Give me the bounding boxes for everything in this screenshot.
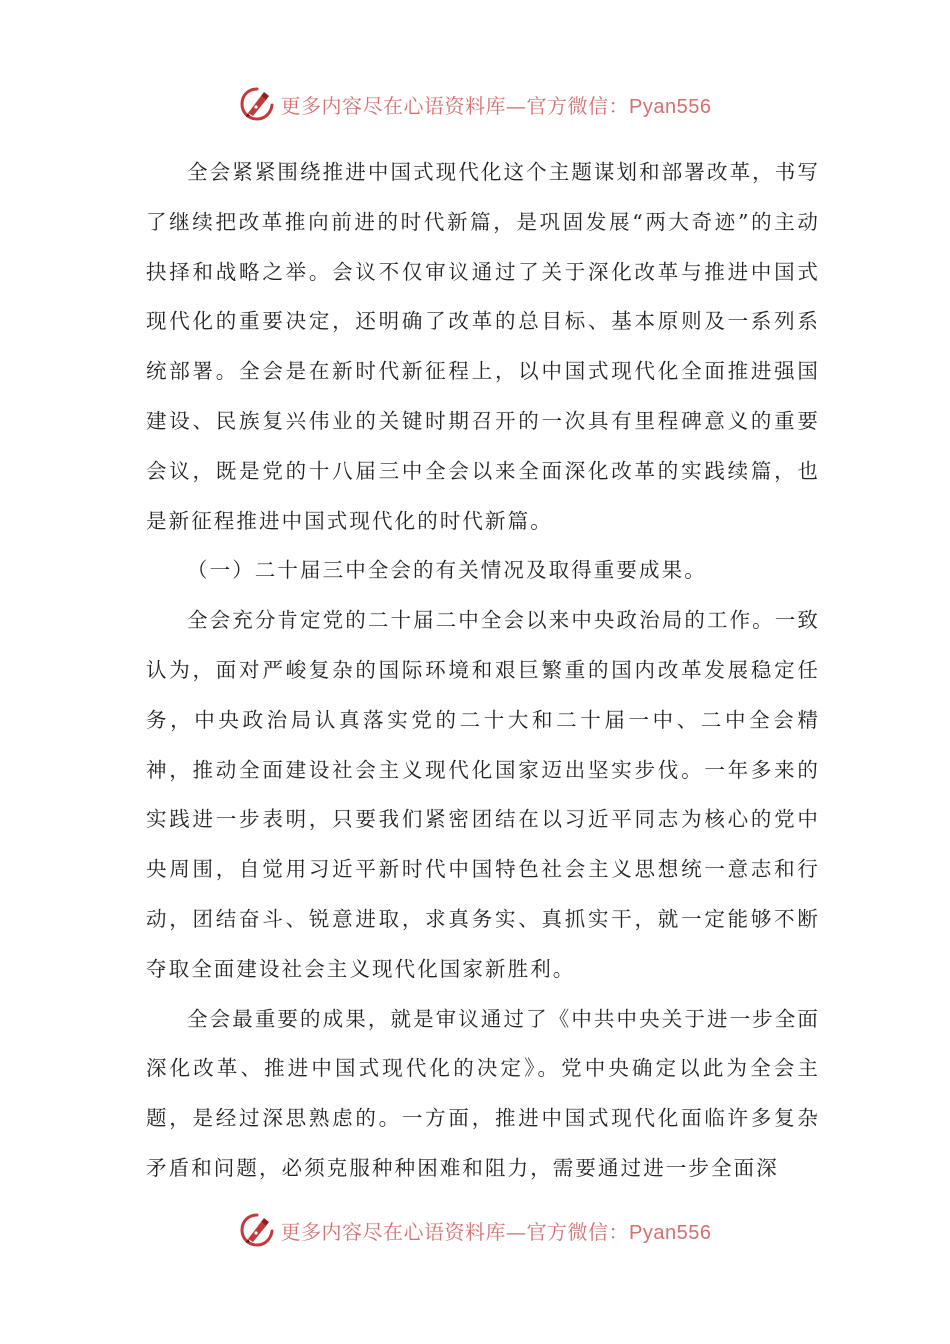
banner-text: 更多内容尽在心语资料库—官方微信：Pyan556 bbox=[280, 1219, 712, 1244]
paragraph: 全会充分肯定党的二十届二中全会以来中央政治局的工作。一致认为，面对严峻复杂的国际环境和艰巨繁重的国内改革发展稳定任务，中央政治局认真落实党的二十大和二十届一中、二中全会精神，推动全面建设社会主义现代化国家迈出坚实步伐。一年多来的实践进一步表明，只要我们紧密团结在以习近平同志为核心的党中央周围，自觉用习近平新时代中国特色社会主义思想统一意志和行动，团结奋斗、锐意进取，求真务实、真抓实干，就一定能够不断夺取全面建设社会主义现代化国家新胜利。 bbox=[146, 608, 820, 981]
section-heading: （一）二十届三中全会的有关情况及取得重要成果。 bbox=[187, 558, 707, 583]
document-body bbox=[146, 148, 820, 1194]
pen-logo-icon bbox=[239, 86, 275, 122]
paragraph: 全会最重要的成果，就是审议通过了《中共中央关于进一步全面深化改革、推进中国式现代化的决定》。党中央确定以此为全会主题，是经过深思熟虑的。一方面，推进中国式现代化面临许多复杂矛盾和问题，必须克服种种困难和阻力，需要通过进一步全面深 bbox=[146, 1006, 820, 1180]
paragraph: 全会紧紧围绕推进中国式现代化这个主题谋划和部署改革，书写了继续把改革推向前进的时代新篇，是巩固发展“两大奇迹”的主动抉择和战略之举。会议不仅审议通过了关于深化改革与推进中国式现代化的重要决定，还明确了改革的总目标、基本原则及一系列系统部署。全会是在新时代新征程上，以中国式现代化全面推进强国建设、民族复兴伟业的关键时期召开的一次具有里程碑意义的重要会议，既是党的十八届三中全会以来全面深化改革的实践续篇，也是新征程推进中国式现代化的时代新篇。 bbox=[146, 160, 820, 533]
header-watermark-banner bbox=[0, 84, 950, 124]
footer-watermark-banner bbox=[0, 1210, 950, 1250]
pen-logo-icon bbox=[239, 1212, 275, 1248]
banner-text: 更多内容尽在心语资料库—官方微信：Pyan556 bbox=[280, 93, 712, 118]
